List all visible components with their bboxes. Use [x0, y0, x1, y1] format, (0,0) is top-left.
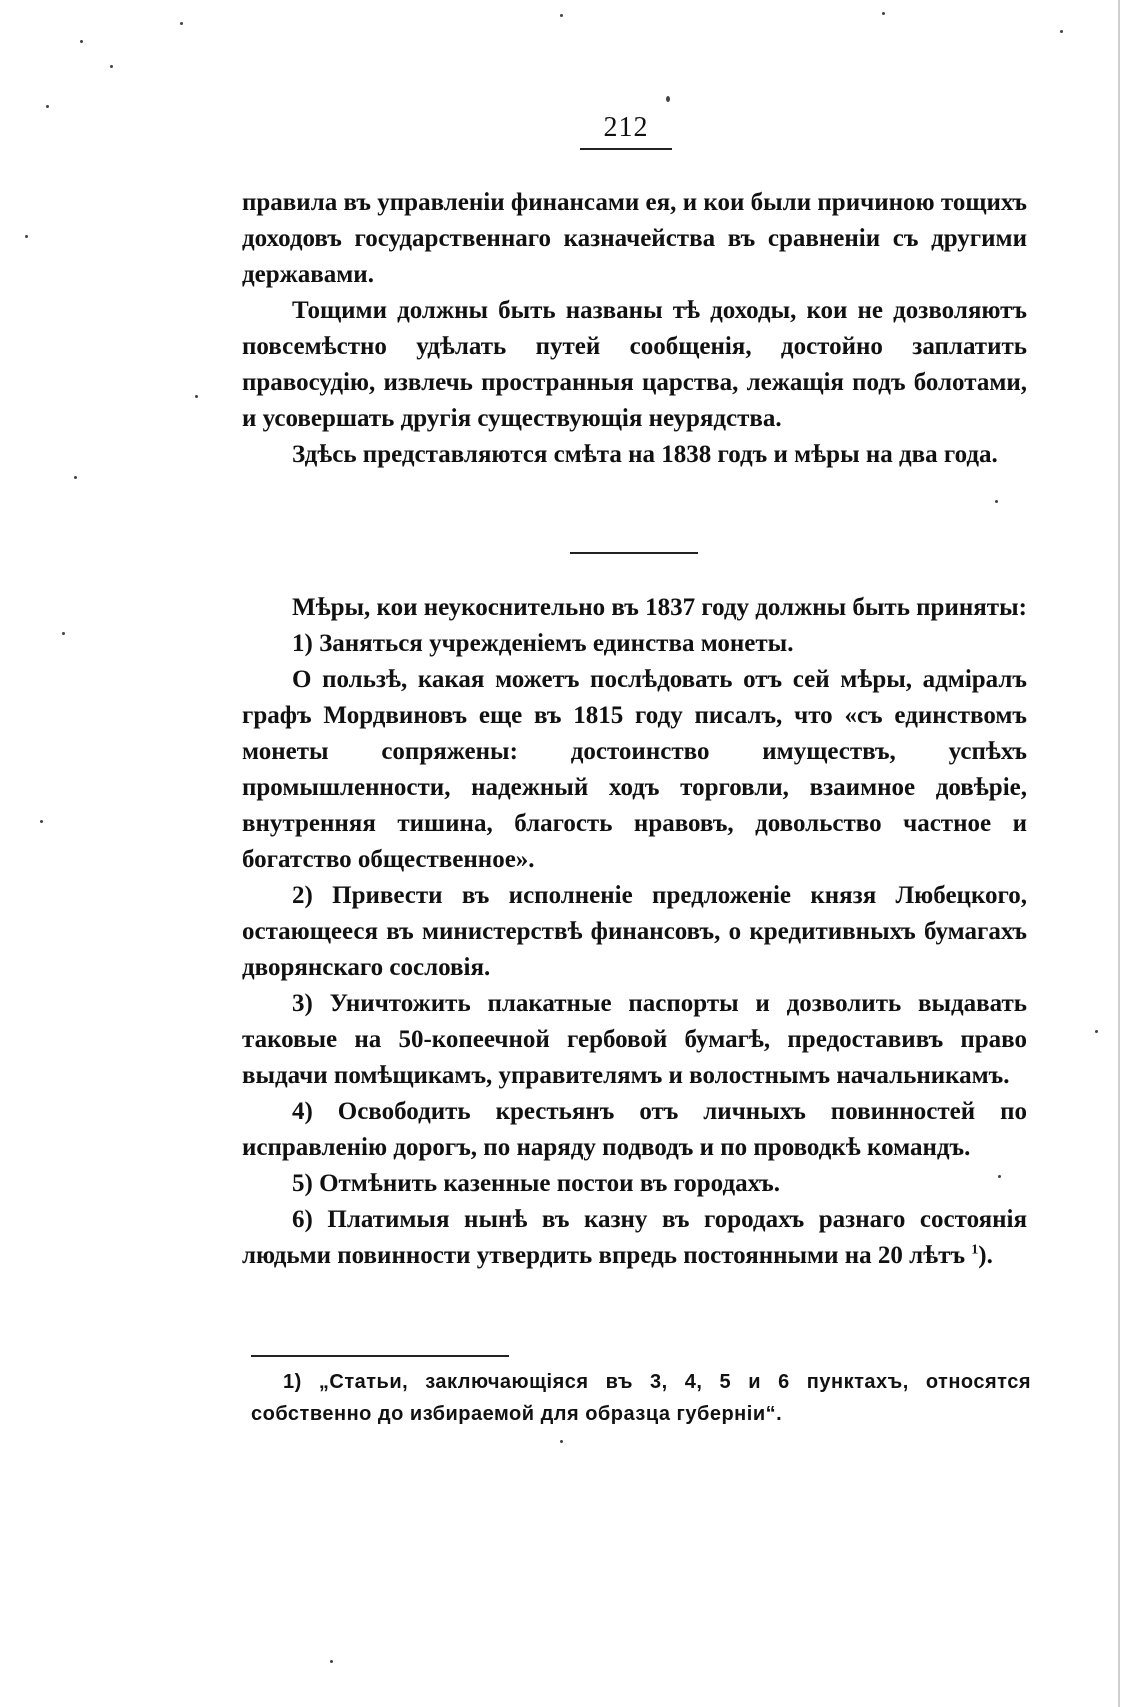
scan-speck: [1095, 1030, 1098, 1033]
measure-item-4: 4) Освободить крестьянъ отъ личныхъ повинностей по исправленію дорогъ, по наряду подводъ и по проводкѣ командъ.: [242, 1098, 1027, 1161]
scan-speck: [560, 1440, 563, 1443]
measures-intro: Мѣры, кои неукоснительно въ 1837 году должны быть приняты:: [292, 594, 1027, 621]
paragraph-3: Здѣсь представляются смѣта на 1838 годъ и мѣры на два года.: [292, 441, 998, 468]
paragraph-2: Тощими должны быть названы тѣ доходы, кои не дозволяютъ повсемѣстно удѣлать путей сообщенія, достойно заплатить правосудію, извлечь пространныя царства, лежащія подъ болотами, и усовершать другія существующія неурядства.: [242, 297, 1027, 432]
measure-item-1-note: О пользѣ, какая можетъ послѣдовать отъ сей мѣры, адміралъ графъ Мордвиновъ еще въ 1815 году писалъ, что «съ единствомъ монеты сопряжены: достоинство имуществъ, успѣхъ промышленности, надежный ходъ торговли, взаимное довѣріе, внутренняя тишина, благость нравовъ, довольство частное и богатство общественное».: [242, 666, 1027, 873]
measure-item-3: 3) Уничтожить плакатные паспорты и дозволить выдавать таковые на 50-копеечной гербовой бумагѣ, предоставивъ право выдачи помѣщикамъ, управителямъ и волостнымъ начальникамъ.: [242, 990, 1027, 1089]
measure-item-6-text: 6) Платимыя нынѣ въ казну въ городахъ разнаго состоянія людьми повинности утвердить впредь постоянными на 20 лѣтъ: [242, 1206, 1027, 1269]
measure-item-1: 1) Заняться учрежденіемъ единства монеты.: [292, 630, 794, 657]
scan-speck: [995, 500, 998, 503]
paragraph-1: правила въ управленіи финансами ея, и кои были причиною тощихъ доходовъ государственнаго казначейства въ сравненіи съ другими державами.: [242, 189, 1027, 288]
footnote: [251, 1366, 1031, 1430]
scan-speck: [560, 14, 563, 17]
footnote-rule: [251, 1355, 509, 1357]
scan-speck: [40, 820, 43, 823]
page-edge: [1118, 0, 1120, 1707]
measure-item-6-end: ).: [978, 1242, 993, 1269]
scan-speck: [195, 395, 198, 398]
measure-item-2: 2) Привести въ исполненіе предложеніе князя Любецкого, остающееся въ министерствѣ финансовъ, о кредитивныхъ бумагахъ дворянскаго сословія.: [242, 882, 1027, 981]
footnote-marker: 1): [283, 1371, 302, 1393]
page-number: 212: [580, 112, 672, 150]
measure-item-6: [242, 1202, 1027, 1274]
scan-speck: [180, 22, 183, 25]
footnote-reference[interactable]: 1: [971, 1242, 979, 1258]
scan-speck: [46, 105, 49, 108]
footnote-text: „Статьи, заключающіяся въ 3, 4, 5 и 6 пунктахъ, относятся собственно до избираемой для образца губерніи“.: [251, 1371, 1031, 1425]
scan-speck: [666, 96, 670, 102]
section-divider: [570, 552, 698, 554]
measure-item-5: 5) Отмѣнить казенные постои въ городахъ.: [292, 1170, 780, 1197]
scan-speck: [882, 12, 885, 15]
scan-speck: [330, 1660, 333, 1663]
scan-speck: [80, 40, 83, 43]
scan-speck: [25, 235, 28, 238]
scan-speck: [110, 65, 113, 68]
measures-text-block: [242, 590, 1027, 1274]
scan-speck: [74, 476, 77, 479]
intro-text-block: [242, 185, 1027, 473]
scan-speck: [1060, 30, 1063, 33]
scan-speck: [62, 632, 65, 635]
